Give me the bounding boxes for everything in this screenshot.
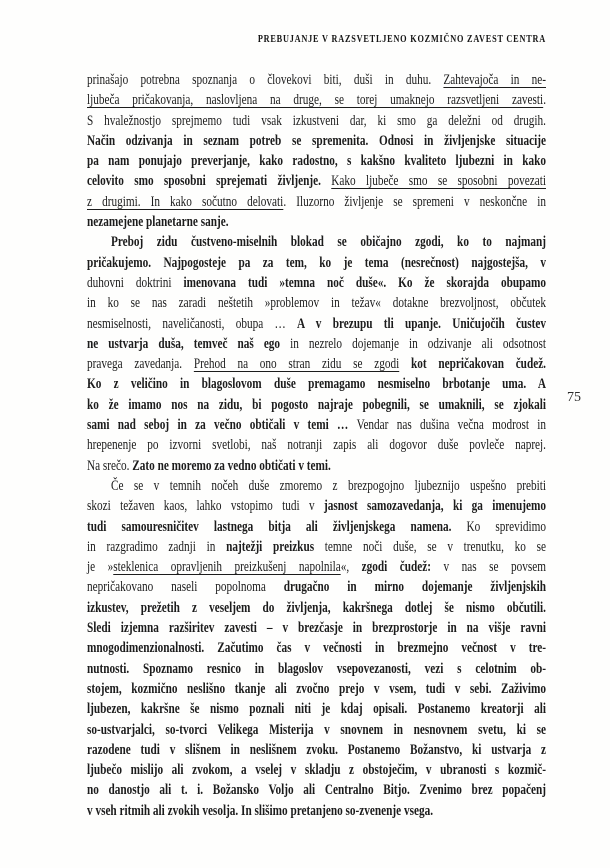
text-run: razodene tudi v slišnem in neslišnem zvoku. Postanemo Božanstvo, ki ustvarja z	[87, 741, 546, 758]
text-run: Na srečo.	[87, 457, 133, 474]
text-run: je »	[87, 559, 114, 576]
text-line	[87, 598, 546, 618]
text-line	[87, 192, 546, 212]
text-line	[87, 212, 546, 232]
text-run: sami nad seboj in za večno obtičali v temi …	[87, 417, 357, 434]
text-line	[87, 577, 546, 597]
text-run: nutnosti. Spoznamo resnico in blagoslov vsepovezanosti, vezi s celotnim ob-	[87, 660, 546, 677]
text-run: no danostjo ali t. i. Božansko Voljo ali Centralno Bitjo. Zvenimo brez popačenj	[87, 782, 546, 799]
text-run: S hvaležnostjo sprejmemo tudi vsak izkustveni dar, ki smo ga deležni od drugih.	[87, 112, 546, 129]
text-run: najtežji preizkus	[226, 538, 325, 555]
text-run: Zato ne moremo za vedno obtičati v temi.	[132, 457, 331, 474]
text-line	[87, 171, 546, 191]
text-run: in ko se nas zaradi neštetih »problemov in težav« dotakne brezvoljnost, občutek	[87, 295, 546, 312]
text-run: in razgradimo zadnji in	[87, 538, 227, 555]
text-line	[87, 557, 546, 577]
text-run: Prehod na ono stran zidu se zgodi	[193, 356, 400, 373]
text-run: nezamejene planetarne sanje.	[87, 214, 229, 231]
text-run: ljubezen, kakršne še nismo poznali niti je kdaj opisali. Postanemo kreatorji ali	[87, 701, 546, 718]
text-run: v nas se povsem	[431, 559, 546, 576]
text-run: tudi samouresničitev lastnega bitja ali življenjskega namena.	[87, 518, 467, 535]
text-run: Ko sprevidimo	[466, 518, 547, 535]
text-run: zgodi čudež:	[361, 559, 432, 576]
text-line	[87, 476, 546, 496]
text-line	[87, 780, 546, 800]
text-run: prinašajo potrebna spoznanja o človekovi biti, duši in duhu.	[87, 72, 444, 88]
text-run: A v brezupu tli upanje. Uničujočih čustev	[297, 315, 546, 332]
text-run: ljubečo mislijo ali zvokom, a vselej v skladju z obstoječim, v ubranosti s kozmič-	[87, 762, 546, 779]
text-column	[87, 0, 546, 868]
running-head: PREBUJANJE V RAZSVETLJENO KOZMIČNO ZAVEST CENTRA	[257, 33, 546, 45]
text-line	[87, 70, 546, 90]
text-run: nesmiselnosti, naveličanosti, obupa …	[87, 315, 298, 332]
text-line	[87, 131, 546, 151]
text-run: ne ustvarja duša, temveč naš ego	[87, 335, 291, 352]
text-run: Sledi izjemna razširitev zavesti – v brezčasje in brezprostorje in na višje ravni	[87, 620, 546, 637]
text-run: Preboj zidu čustveno-miselnih blokad se običajno zgodi, ko to najmanj	[111, 234, 546, 251]
text-run	[399, 356, 411, 372]
text-line	[87, 90, 546, 110]
text-run: drugačno in mirno dojemanje življenjskih	[283, 579, 546, 596]
text-line	[87, 374, 546, 394]
text-run: ljubeča pričakovanja, naslovljena na druge, se torej umaknejo razsvetljeni zavesti	[87, 92, 544, 109]
text-run: hrepenenje po izvorni svetlobi, naš notranji zapis ali dogovor duše povleče naprej.	[87, 437, 546, 454]
text-run: Vendar nas dušina večna modrost in	[356, 417, 546, 434]
text-line	[87, 679, 546, 699]
text-run: imenovana tudi »temna noč duše«. Ko že skorajda obupamo	[183, 274, 546, 291]
text-run: v vseh ritmih ali zvokih vesolja. In slišimo pretanjeno so-zvenenje vsega.	[87, 802, 434, 819]
text-run: so-ustvarjalci, so-tvorci Velikega Misterija v snovnem in nesnovnem svetu, ki se	[87, 721, 546, 738]
text-line	[87, 659, 546, 679]
text-run: celovito smo sposobni sprejemati življenje.	[87, 173, 332, 190]
text-line	[87, 334, 546, 354]
paragraph-3	[87, 476, 546, 821]
text-run: pričakujemo. Najpogosteje pa za tem, ko je tema (nesrečnost) najgostejša, v	[87, 254, 546, 271]
text-line	[87, 232, 546, 252]
text-run: . Iluzorno življenje se spremeni v neskončne in	[283, 193, 546, 210]
text-line	[87, 111, 546, 131]
text-run: Kako ljubeče smo se sposobni povezati	[331, 173, 546, 190]
body-text	[87, 70, 546, 821]
text-line	[87, 720, 546, 740]
text-run: temne noči duše, se v trenutku, ko se	[324, 538, 547, 555]
text-run: kot nepričakovan čudež.	[410, 356, 546, 373]
text-line	[87, 638, 546, 658]
text-run: izkustev, prežetih z veseljem do življenja, kakršnega dotlej še nismo občutili.	[87, 599, 546, 616]
text-run: Zahtevajoča in ne-	[443, 72, 546, 88]
text-line	[87, 801, 546, 821]
paragraph-2	[87, 232, 546, 476]
text-line	[87, 760, 546, 780]
text-line	[87, 151, 546, 171]
text-run: ko že imamo nos na zidu, bi pogosto najraje pobegnili, se umaknili, se zjokali	[87, 396, 546, 413]
text-line	[87, 618, 546, 638]
text-run: skozi težaven kaos, lahko vstopimo tudi v	[87, 498, 324, 515]
text-line	[87, 517, 546, 537]
text-line	[87, 293, 546, 313]
text-line	[87, 314, 546, 334]
text-run: jasnost samozavedanja, ki ga imenujemo	[323, 498, 546, 515]
text-line	[87, 395, 546, 415]
text-run: Če se v temnih nočeh duše zmoremo z brezpogojno ljubeznijo uspešno prebiti	[111, 477, 546, 494]
text-run: pa nam ponujajo preverjanje, kako radostno, s kakšno kvaliteto ljubezni in kako	[87, 153, 546, 170]
text-line	[87, 435, 546, 455]
text-run: steklenica opravljenih preizkušenj napolnila	[113, 559, 341, 576]
text-run: Ko z veličino in blagoslovom duše premagamo nesmiselno brbotanje uma. A	[87, 376, 546, 393]
text-line	[87, 415, 546, 435]
text-run: duhovni doktrini	[87, 274, 184, 291]
paragraph-1	[87, 70, 546, 232]
text-line	[87, 699, 546, 719]
text-run: stojem, kozmično neslišno tkanje ali zvočno prejo v vsem, tudi v sebi. Zaživimo	[87, 680, 546, 697]
text-run: nepričakovano naseli popolnoma	[87, 579, 284, 596]
text-run: pravega zavedanja.	[87, 356, 194, 373]
page-number: 75	[567, 390, 581, 405]
text-run: z drugimi. In kako sočutno delovati	[87, 193, 284, 210]
text-line	[87, 496, 546, 516]
text-run: .	[543, 92, 546, 109]
text-line	[87, 456, 546, 476]
text-run: «,	[340, 559, 362, 576]
text-line	[87, 740, 546, 760]
text-run: mnogodimenzionalnosti. Začutimo čas v večnosti in brezmejno večnost v tre-	[87, 640, 546, 657]
text-line	[87, 253, 546, 273]
text-line	[87, 537, 546, 557]
text-run: Način odzivanja in seznam potreb se spremenita. Odnosi in življenjske situacije	[87, 132, 546, 149]
text-line	[87, 354, 546, 374]
text-line	[87, 273, 546, 293]
text-run: in nezrelo dojemanje in odzivanje ali odsotnost	[290, 335, 546, 352]
